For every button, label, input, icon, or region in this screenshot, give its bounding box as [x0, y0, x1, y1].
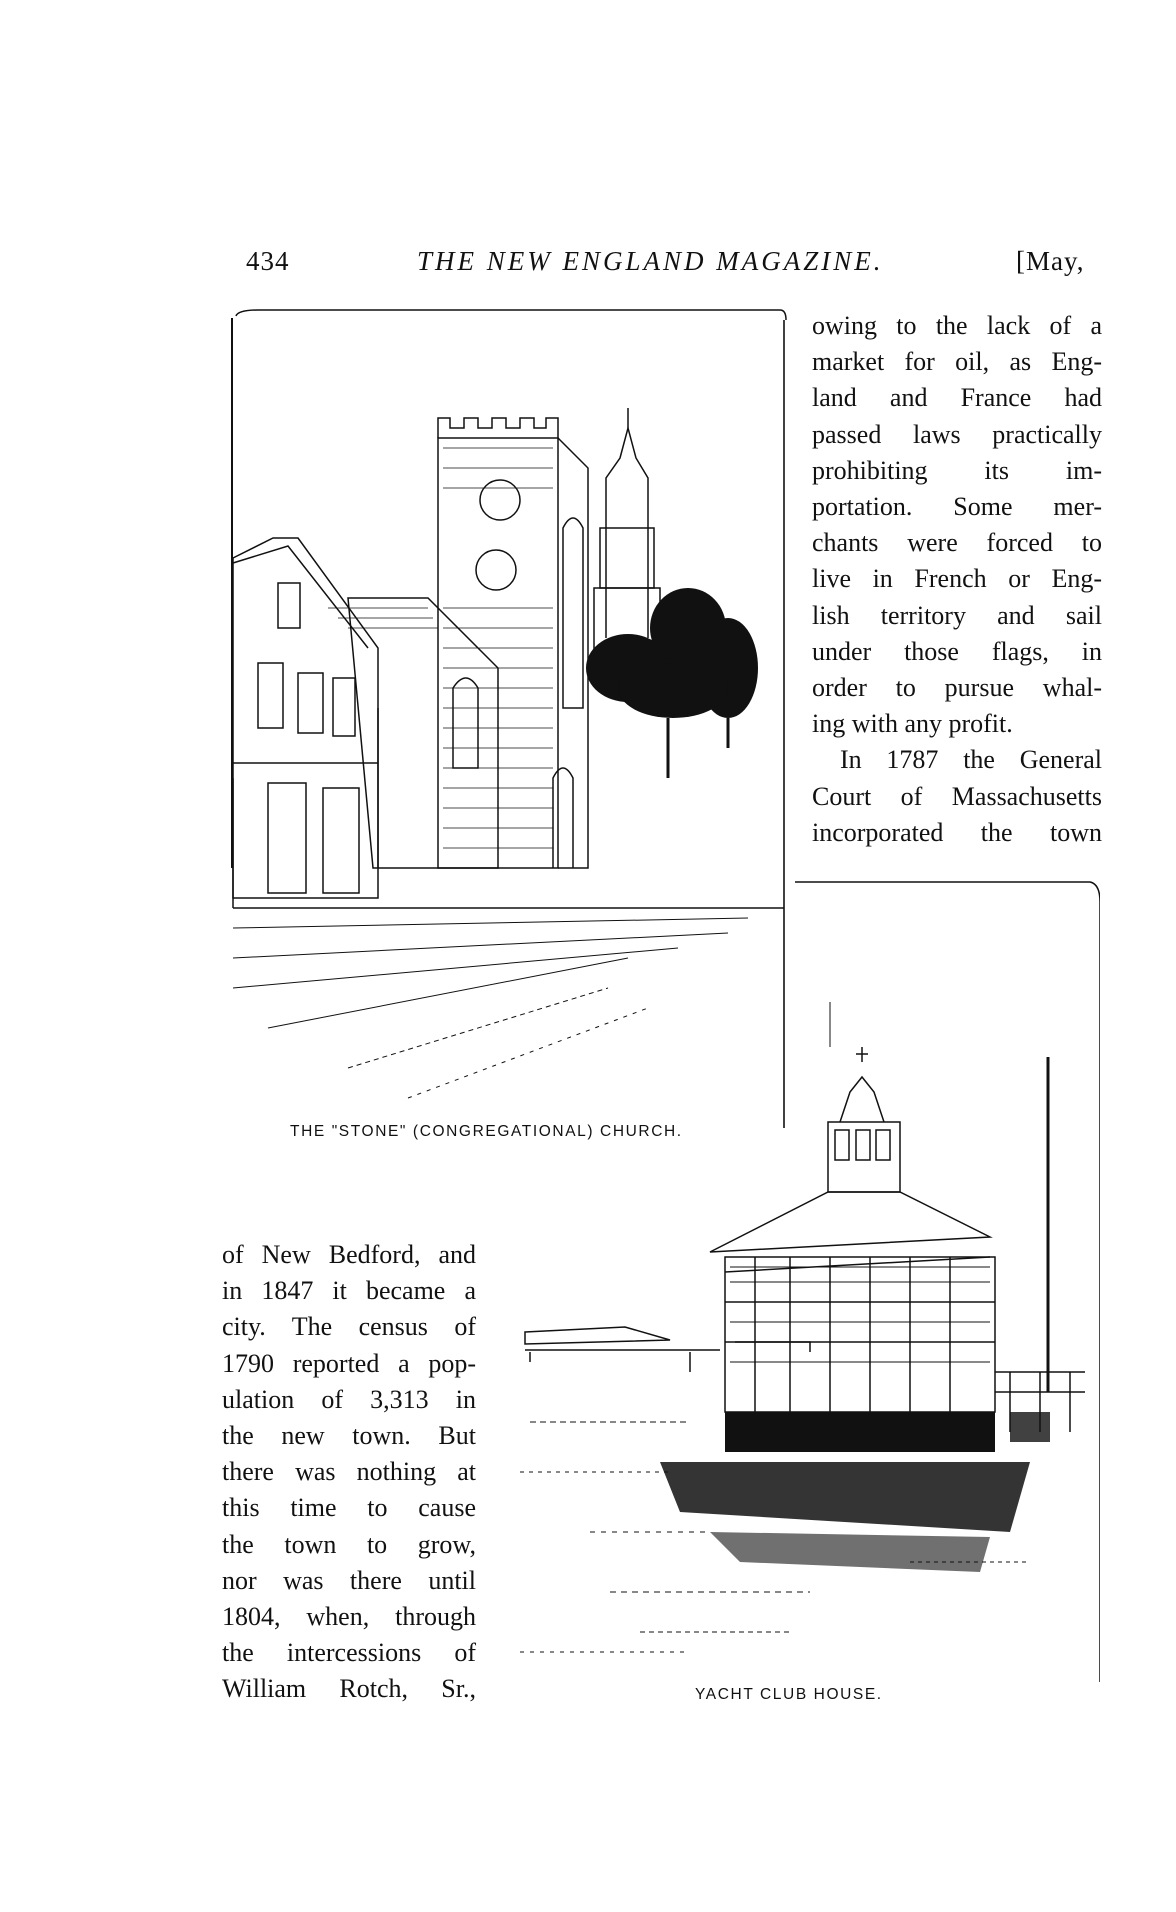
text-line: live in French or Eng-	[812, 564, 1102, 594]
yacht-club-illustration	[510, 872, 1100, 1692]
text-line: portation. Some mer-	[812, 492, 1102, 522]
text-line: lish territory and sail	[812, 600, 1102, 630]
left-column-text	[222, 1237, 476, 1708]
text-line: the town to grow,	[222, 1529, 476, 1559]
text-line: incorporated the town	[812, 817, 1102, 847]
right-column-text	[812, 308, 1102, 851]
page-number: 434	[246, 246, 290, 276]
text-line: 1804, when, through	[222, 1602, 476, 1632]
yacht-caption: YACHT CLUB HOUSE.	[695, 1686, 883, 1703]
text-line: market for oil, as Eng-	[812, 347, 1102, 377]
church-caption: THE "STONE" (CONGREGATIONAL) CHURCH.	[290, 1123, 683, 1140]
text-line: ulation of 3,313 in	[222, 1384, 476, 1414]
text-line: the intercessions of	[222, 1638, 476, 1668]
text-line: nor was there until	[222, 1565, 476, 1595]
text-line: owing to the lack of a	[812, 311, 1102, 340]
text-line: In 1787 the General	[840, 745, 1102, 775]
text-line: the new town. But	[222, 1421, 476, 1451]
text-line: William Rotch, Sr.,	[222, 1674, 476, 1704]
text-line: ing with any profit.	[812, 709, 1013, 739]
text-line: order to pursue whal-	[812, 673, 1102, 703]
text-line: of New Bedford, and	[222, 1240, 476, 1269]
text-line: city. The census of	[222, 1312, 476, 1342]
text-line: passed laws practically	[812, 419, 1102, 449]
text-line: 1790 reported a pop-	[222, 1348, 476, 1378]
text-line: there was nothing at	[222, 1457, 476, 1487]
text-line: in 1847 it became a	[222, 1276, 476, 1306]
text-line: land and France had	[812, 383, 1102, 413]
text-line: prohibiting its im-	[812, 455, 1102, 485]
running-title: THE NEW ENGLAND MAGAZINE.	[417, 246, 884, 276]
text-line: this time to cause	[222, 1493, 476, 1523]
running-month: [May,	[1016, 246, 1085, 276]
text-line: Court of Massachusetts	[812, 781, 1102, 811]
text-line: chants were forced to	[812, 528, 1102, 558]
text-line: under those flags, in	[812, 636, 1102, 666]
